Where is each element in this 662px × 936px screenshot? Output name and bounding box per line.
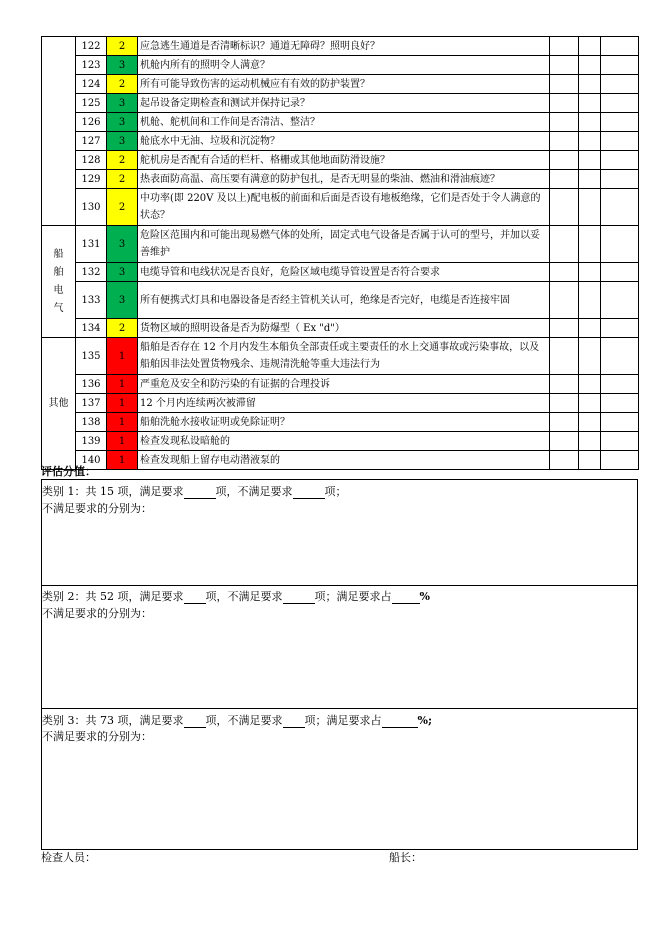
level-badge: 3 [107,113,138,132]
level-badge: 1 [107,413,138,432]
remark-cell[interactable] [601,432,639,451]
table-row [42,113,639,132]
level-badge: 1 [107,394,138,413]
item-description: 起吊设备定期检查和测试并保持记录？ [138,94,550,113]
item-number: 132 [76,263,107,282]
item-number: 136 [76,375,107,394]
item-number: 127 [76,132,107,151]
item-number: 125 [76,94,107,113]
check-no-cell[interactable] [579,189,601,226]
category-2-text-b: 项，不满足要求 [205,590,283,603]
level-badge: 3 [107,94,138,113]
table-row [42,56,639,75]
checklist-table [41,36,639,470]
item-description: 严重危及安全和防污染的有证据的合理投诉 [138,375,550,394]
category-2-text-a: 类别 2：共 52 项，满足要求 [42,590,184,603]
check-yes-cell[interactable] [550,94,579,113]
table-row [42,319,639,338]
check-no-cell[interactable] [579,432,601,451]
check-yes-cell[interactable] [550,75,579,94]
remark-cell[interactable] [601,413,639,432]
check-yes-cell[interactable] [550,282,579,319]
remark-cell[interactable] [601,132,639,151]
remark-cell[interactable] [601,189,639,226]
category-1-met-blank[interactable] [184,486,216,499]
check-no-cell[interactable] [579,338,601,375]
item-description: 危险区范围内和可能出现易燃气体的处所，固定式电气设备是否属于认可的型号，并加以妥善维护 [138,226,550,263]
item-number: 124 [76,75,107,94]
remark-cell[interactable] [601,282,639,319]
item-number: 139 [76,432,107,451]
table-row [42,170,639,189]
score-title: 评估分值： [41,465,96,478]
level-badge: 3 [107,282,138,319]
level-badge: 1 [107,451,138,470]
level-badge: 2 [107,319,138,338]
check-no-cell[interactable] [579,375,601,394]
check-yes-cell[interactable] [550,170,579,189]
check-yes-cell[interactable] [550,338,579,375]
level-badge: 1 [107,375,138,394]
item-description: 中功率(即 220V 及以上)配电板的前面和后面是否设有地板绝缘，它们是否处于令人满意的状态？ [138,189,550,226]
item-number: 126 [76,113,107,132]
item-description: 船舶是否存在 12 个月内发生本船负全部责任或主要责任的水上交通事故或污染事故，以及船舶因非法处置货物残余、违规清洗舱等重大违法行为 [138,338,550,375]
item-number: 133 [76,282,107,319]
check-no-cell[interactable] [579,394,601,413]
check-yes-cell[interactable] [550,263,579,282]
table-row [42,413,639,432]
item-number: 129 [76,170,107,189]
category-3-percent-blank[interactable] [382,715,418,728]
captain-label: 船长： [389,851,422,864]
table-row [42,37,639,56]
table-row [42,282,639,319]
remark-cell[interactable] [601,338,639,375]
check-no-cell[interactable] [579,319,601,338]
item-number: 130 [76,189,107,226]
table-row [42,151,639,170]
check-yes-cell[interactable] [550,451,579,470]
category-2-percent-blank[interactable] [392,591,420,604]
check-no-cell[interactable] [579,132,601,151]
check-no-cell[interactable] [579,413,601,432]
item-number: 131 [76,226,107,263]
category-3-met-blank[interactable] [184,715,206,728]
category-1-text-c: 项； [324,485,347,498]
item-number: 122 [76,37,107,56]
remark-cell[interactable] [601,263,639,282]
remark-cell[interactable] [601,94,639,113]
check-yes-cell[interactable] [550,375,579,394]
check-yes-cell[interactable] [550,151,579,170]
level-badge: 2 [107,189,138,226]
check-no-cell[interactable] [579,151,601,170]
category-2-unmet-blank[interactable] [283,591,315,604]
item-description: 所有便携式灯具和电器设备是否经主管机关认可，绝缘是否完好，电缆是否连接牢固 [138,282,550,319]
table-row [42,394,639,413]
table-row [42,94,639,113]
category-char: 船 [53,248,64,260]
remark-cell[interactable] [601,451,639,470]
item-description: 电缆导管和电线状况是否良好，危险区域电缆导管设置是否符合要求 [138,263,550,282]
category-cell-electrical [42,226,76,338]
item-number: 135 [76,338,107,375]
remark-cell[interactable] [601,151,639,170]
remark-cell[interactable] [601,319,639,338]
remark-cell[interactable] [601,170,639,189]
table-row [42,263,639,282]
category-1-box [41,479,638,586]
check-no-cell[interactable] [579,94,601,113]
level-badge: 2 [107,170,138,189]
category-2-percent-sign: % [419,590,430,603]
table-row [42,432,639,451]
item-number: 140 [76,451,107,470]
level-badge: 1 [107,338,138,375]
item-number: 123 [76,56,107,75]
remark-cell[interactable] [601,56,639,75]
category-char: 气 [53,302,64,314]
check-no-cell[interactable] [579,282,601,319]
check-no-cell[interactable] [579,37,601,56]
remark-cell[interactable] [601,37,639,56]
category-1-unmet-blank[interactable] [293,486,325,499]
item-description: 机舱、舵机间和工作间是否清洁、整洁？ [138,113,550,132]
check-yes-cell[interactable] [550,56,579,75]
inspector-label: 检查人员： [41,851,96,864]
category-2-unmet-label: 不满足要求的分别为： [42,607,152,620]
category-2-text-c: 项；满足要求占 [314,590,392,603]
category-3-text-c: 项；满足要求占 [304,714,382,727]
table-row [42,451,639,470]
category-3-unmet-label: 不满足要求的分别为： [42,730,152,743]
level-badge: 3 [107,263,138,282]
check-yes-cell[interactable] [550,413,579,432]
table-row [42,132,639,151]
check-no-cell[interactable] [579,226,601,263]
check-yes-cell[interactable] [550,319,579,338]
level-badge: 3 [107,132,138,151]
level-badge: 1 [107,432,138,451]
check-no-cell[interactable] [579,56,601,75]
table-row [42,375,639,394]
item-description: 所有可能导致伤害的运动机械应有有效的防护装置？ [138,75,550,94]
check-no-cell[interactable] [579,170,601,189]
item-description: 应急逃生通道是否清晰标识？通道无障碍？照明良好？ [138,37,550,56]
check-no-cell[interactable] [579,263,601,282]
category-1-text-a: 类别 1：共 15 项，满足要求 [42,485,184,498]
category-3-text-b: 项，不满足要求 [205,714,283,727]
remark-cell[interactable] [601,113,639,132]
check-yes-cell[interactable] [550,394,579,413]
category-2-box [41,585,638,709]
item-description: 机舱内所有的照明令人满意？ [138,56,550,75]
check-yes-cell[interactable] [550,189,579,226]
level-badge: 2 [107,37,138,56]
item-description: 舵机房是否配有合适的栏杆、格栅或其他地面防滑设施？ [138,151,550,170]
level-badge: 3 [107,56,138,75]
level-badge: 2 [107,151,138,170]
category-3-text-a: 类别 3：共 73 项，满足要求 [42,714,184,727]
check-yes-cell[interactable] [550,37,579,56]
level-badge: 2 [107,75,138,94]
item-number: 138 [76,413,107,432]
table-row [42,189,639,226]
category-cell-engine [42,37,76,226]
category-3-unmet-blank[interactable] [283,715,305,728]
remark-cell[interactable] [601,226,639,263]
item-number: 134 [76,319,107,338]
check-yes-cell[interactable] [550,113,579,132]
item-description: 船舶洗舱水接收证明或免除证明？ [138,413,550,432]
category-1-unmet-label: 不满足要求的分别为： [42,502,152,515]
table-row [42,226,639,263]
item-description: 检查发现船上留存电动潜液泵的 [138,451,550,470]
category-cell-other: 其他 [42,338,76,470]
item-description: 热表面防高温、高压要有满意的防护包扎，是否无明显的柴油、燃油和滑油痕迹？ [138,170,550,189]
table-row [42,75,639,94]
check-no-cell[interactable] [579,113,601,132]
item-description: 12 个月内连续两次被滞留 [138,394,550,413]
item-description: 检查发现私设暗舱的 [138,432,550,451]
category-char: 舶 [53,266,64,278]
level-badge: 3 [107,226,138,263]
category-3-box [41,708,638,850]
check-yes-cell[interactable] [550,432,579,451]
check-yes-cell[interactable] [550,132,579,151]
table-row [42,338,639,375]
remark-cell[interactable] [601,375,639,394]
category-2-met-blank[interactable] [184,591,206,604]
remark-cell[interactable] [601,75,639,94]
item-number: 128 [76,151,107,170]
item-description: 舱底水中无油、垃圾和沉淀物？ [138,132,550,151]
item-number: 137 [76,394,107,413]
item-description: 货物区域的照明设备是否为防爆型（ Ex "d"） [138,319,550,338]
remark-cell[interactable] [601,394,639,413]
category-1-text-b: 项，不满足要求 [215,485,293,498]
check-no-cell[interactable] [579,451,601,470]
category-3-percent-sign: %; [417,714,433,727]
category-char: 电 [53,284,64,296]
check-no-cell[interactable] [579,75,601,94]
check-yes-cell[interactable] [550,226,579,263]
